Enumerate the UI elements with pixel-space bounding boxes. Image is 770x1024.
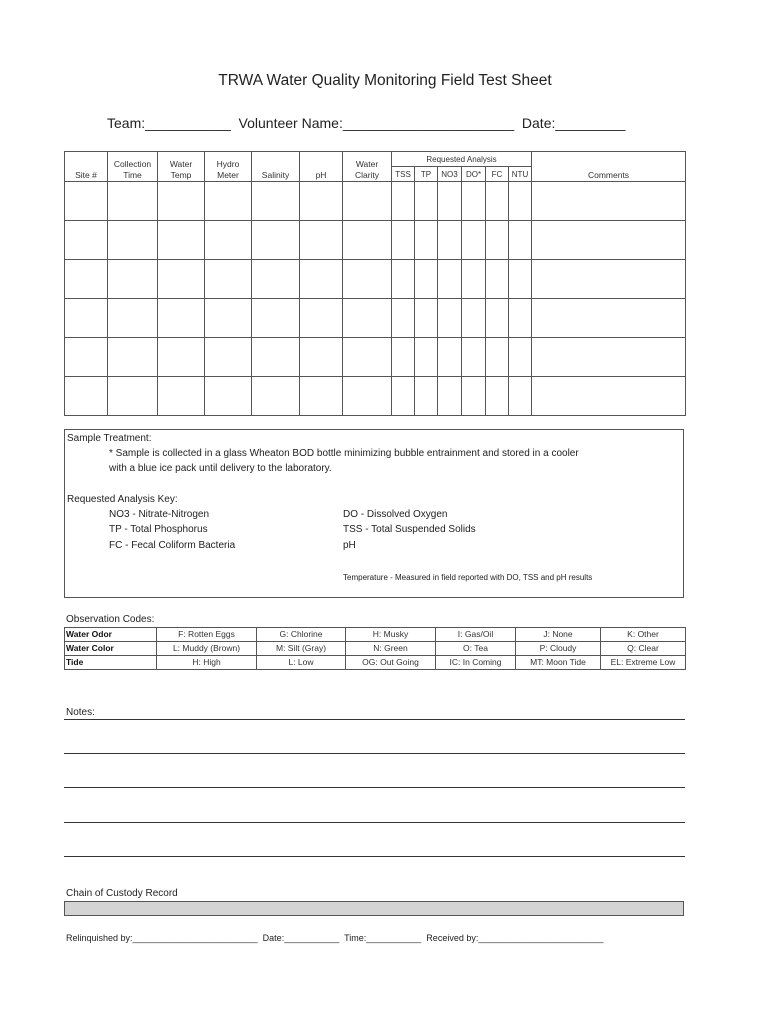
temperature-note: Temperature - Measured in field reported with DO, TSS and pH results: [343, 573, 593, 582]
entry-cell[interactable]: [108, 221, 158, 260]
header-fields-line[interactable]: Team:___________ Volunteer Name:______________________ Date:_________: [107, 115, 626, 131]
notes-line[interactable]: [64, 822, 685, 823]
entry-cell[interactable]: [300, 377, 343, 416]
col-fc: FC: [486, 167, 509, 182]
observation-row: [65, 642, 686, 656]
entry-cell[interactable]: [300, 338, 343, 377]
entry-cell[interactable]: [438, 260, 462, 299]
entry-cell[interactable]: [392, 182, 415, 221]
entry-cell[interactable]: [108, 260, 158, 299]
entry-cell[interactable]: [108, 377, 158, 416]
key-do: DO - Dissolved Oxygen: [343, 509, 448, 520]
entry-cell[interactable]: [532, 299, 686, 338]
observation-code: N: Green: [346, 642, 436, 656]
observation-code: H: Musky: [346, 628, 436, 642]
observation-code: G: Chlorine: [257, 628, 346, 642]
col-salinity: Salinity: [252, 152, 300, 182]
observation-code: IC: In Coming: [436, 656, 516, 670]
table-row: [65, 338, 686, 377]
treatment-line-2: with a blue ice pack until delivery to the laboratory.: [109, 463, 332, 474]
entry-cell[interactable]: [392, 377, 415, 416]
entry-cell[interactable]: [300, 182, 343, 221]
entry-cell[interactable]: [343, 299, 392, 338]
entry-cell[interactable]: [158, 182, 205, 221]
entry-cell[interactable]: [392, 338, 415, 377]
entry-cell[interactable]: [158, 221, 205, 260]
entry-cell[interactable]: [252, 221, 300, 260]
entry-cell[interactable]: [343, 182, 392, 221]
entry-cell[interactable]: [486, 299, 509, 338]
observation-code: O: Tea: [436, 642, 516, 656]
entry-cell[interactable]: [462, 260, 486, 299]
table-row: [65, 221, 686, 260]
observation-code: J: None: [516, 628, 601, 642]
observation-codes-table: [64, 627, 686, 670]
entry-cell[interactable]: [108, 299, 158, 338]
observation-code: F: Rotten Eggs: [157, 628, 257, 642]
entry-cell[interactable]: [205, 377, 252, 416]
entry-cell[interactable]: [486, 182, 509, 221]
observation-code: EL: Extreme Low: [601, 656, 686, 670]
entry-cell[interactable]: [509, 182, 532, 221]
col-collection-time: Collection Time: [108, 152, 158, 182]
entry-cell[interactable]: [158, 377, 205, 416]
entry-cell[interactable]: [532, 182, 686, 221]
entry-cell[interactable]: [252, 299, 300, 338]
col-water-clarity: Water Clarity: [343, 152, 392, 182]
observation-code: K: Other: [601, 628, 686, 642]
page-title: TRWA Water Quality Monitoring Field Test Sheet: [218, 72, 552, 89]
entry-cell[interactable]: [252, 377, 300, 416]
treatment-line-1: * Sample is collected in a glass Wheaton BOD bottle minimizing bubble entrainment and stored in a cooler: [109, 448, 579, 459]
field-data-table: [64, 151, 686, 416]
entry-cell[interactable]: [205, 221, 252, 260]
entry-cell[interactable]: [205, 338, 252, 377]
entry-cell[interactable]: [205, 182, 252, 221]
observation-code: MT: Moon Tide: [516, 656, 601, 670]
entry-cell[interactable]: [65, 221, 108, 260]
col-ph: pH: [300, 152, 343, 182]
notes-label: Notes:: [66, 707, 95, 718]
observation-row: [65, 628, 686, 642]
entry-cell[interactable]: [300, 260, 343, 299]
notes-line[interactable]: [64, 787, 685, 788]
entry-cell[interactable]: [509, 299, 532, 338]
entry-cell[interactable]: [415, 182, 438, 221]
entry-cell[interactable]: [343, 338, 392, 377]
observation-code: Q: Clear: [601, 642, 686, 656]
entry-cell[interactable]: [252, 260, 300, 299]
entry-cell[interactable]: [415, 377, 438, 416]
table-row: [65, 377, 686, 416]
entry-cell[interactable]: [415, 338, 438, 377]
key-no3: NO3 - Nitrate-Nitrogen: [109, 509, 210, 520]
observation-row-label: Tide: [65, 656, 157, 670]
entry-cell[interactable]: [205, 299, 252, 338]
entry-cell[interactable]: [486, 221, 509, 260]
entry-cell[interactable]: [65, 260, 108, 299]
col-site: Site #: [65, 152, 108, 182]
entry-cell[interactable]: [509, 260, 532, 299]
entry-cell[interactable]: [392, 221, 415, 260]
observation-code: P: Cloudy: [516, 642, 601, 656]
observation-code: M: Silt (Gray): [257, 642, 346, 656]
observation-row: [65, 656, 686, 670]
key-ph: pH: [343, 540, 356, 551]
entry-cell[interactable]: [158, 338, 205, 377]
entry-cell[interactable]: [252, 182, 300, 221]
entry-cell[interactable]: [438, 182, 462, 221]
entry-cell[interactable]: [343, 260, 392, 299]
chain-of-custody-bar: [64, 901, 684, 916]
entry-cell[interactable]: [509, 221, 532, 260]
entry-cell[interactable]: [486, 260, 509, 299]
notes-line[interactable]: [64, 719, 685, 720]
entry-cell[interactable]: [343, 377, 392, 416]
entry-cell[interactable]: [205, 260, 252, 299]
chain-of-custody-label: Chain of Custody Record: [66, 888, 178, 899]
col-tss: TSS: [392, 167, 415, 182]
sample-treatment-box: [64, 429, 684, 598]
key-tss: TSS - Total Suspended Solids: [343, 524, 476, 535]
entry-cell[interactable]: [65, 299, 108, 338]
entry-cell[interactable]: [158, 299, 205, 338]
entry-cell[interactable]: [532, 338, 686, 377]
table-row: [65, 260, 686, 299]
entry-cell[interactable]: [438, 221, 462, 260]
entry-cell[interactable]: [509, 377, 532, 416]
entry-cell[interactable]: [415, 221, 438, 260]
key-fc: FC - Fecal Coliform Bacteria: [109, 540, 236, 551]
entry-cell[interactable]: [462, 377, 486, 416]
entry-cell[interactable]: [415, 299, 438, 338]
col-water-temp: Water Temp: [158, 152, 205, 182]
observation-row-label: Water Color: [65, 642, 157, 656]
observation-row-label: Water Odor: [65, 628, 157, 642]
analysis-key-heading: Requested Analysis Key:: [67, 494, 178, 505]
entry-cell[interactable]: [462, 299, 486, 338]
col-no3: NO3: [438, 167, 462, 182]
entry-cell[interactable]: [300, 299, 343, 338]
entry-cell[interactable]: [108, 338, 158, 377]
observation-code: L: Low: [257, 656, 346, 670]
observation-codes-label: Observation Codes:: [66, 614, 155, 625]
entry-cell[interactable]: [65, 338, 108, 377]
entry-cell[interactable]: [532, 377, 686, 416]
entry-cell[interactable]: [392, 260, 415, 299]
notes-line[interactable]: [64, 753, 685, 754]
entry-cell[interactable]: [462, 182, 486, 221]
col-do: DO*: [462, 167, 486, 182]
entry-cell[interactable]: [392, 299, 415, 338]
entry-cell[interactable]: [415, 260, 438, 299]
col-hydro-meter: Hydro Meter: [205, 152, 252, 182]
col-ntu: NTU: [509, 167, 532, 182]
entry-cell[interactable]: [438, 377, 462, 416]
col-comments: Comments: [532, 152, 686, 182]
observation-code: H: High: [157, 656, 257, 670]
entry-cell[interactable]: [438, 338, 462, 377]
table-row: [65, 182, 686, 221]
treatment-heading: Sample Treatment:: [67, 433, 152, 444]
entry-cell[interactable]: [65, 377, 108, 416]
observation-code: I: Gas/Oil: [436, 628, 516, 642]
entry-cell[interactable]: [158, 260, 205, 299]
col-tp: TP: [415, 167, 438, 182]
entry-cell[interactable]: [486, 338, 509, 377]
observation-code: L: Muddy (Brown): [157, 642, 257, 656]
notes-line[interactable]: [64, 856, 685, 857]
entry-cell[interactable]: [65, 182, 108, 221]
observation-code: OG: Out Going: [346, 656, 436, 670]
entry-cell[interactable]: [108, 182, 158, 221]
entry-cell[interactable]: [438, 299, 462, 338]
entry-cell[interactable]: [486, 377, 509, 416]
entry-cell[interactable]: [462, 221, 486, 260]
entry-cell[interactable]: [252, 338, 300, 377]
entry-cell[interactable]: [532, 221, 686, 260]
entry-cell[interactable]: [343, 221, 392, 260]
col-requested-analysis: Requested Analysis: [392, 152, 532, 167]
entry-cell[interactable]: [532, 260, 686, 299]
entry-cell[interactable]: [300, 221, 343, 260]
key-tp: TP - Total Phosphorus: [109, 524, 208, 535]
custody-signature-line[interactable]: Relinquished by:_________________________ Date:___________ Time:___________ Received by:_________________________: [66, 933, 604, 943]
entry-cell[interactable]: [509, 338, 532, 377]
entry-cell[interactable]: [462, 338, 486, 377]
table-row: [65, 299, 686, 338]
